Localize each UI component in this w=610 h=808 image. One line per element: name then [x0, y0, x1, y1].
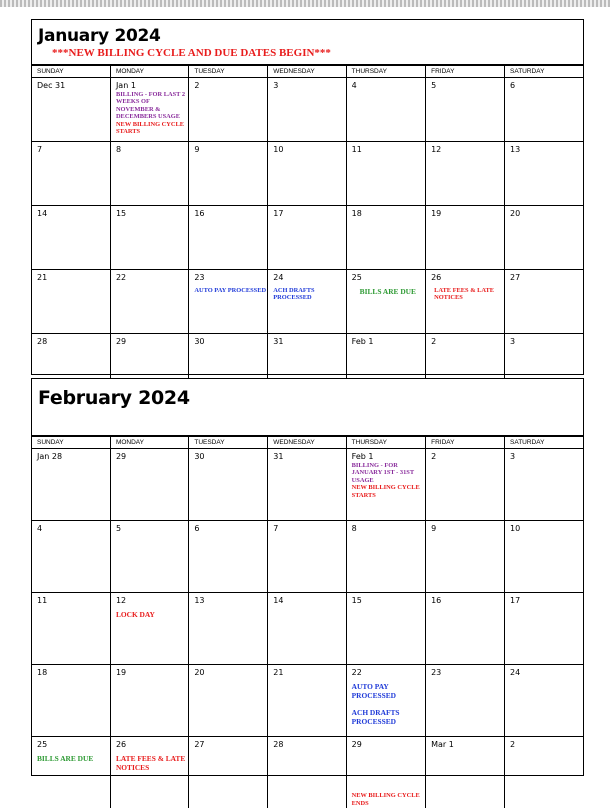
day-number: 30: [194, 337, 267, 347]
day-cell[interactable]: [189, 449, 268, 521]
day-cell[interactable]: [110, 521, 188, 593]
calendar-body: [32, 78, 583, 398]
day-cell[interactable]: [110, 206, 188, 270]
day-number: 3: [510, 337, 583, 347]
day-cell[interactable]: [505, 270, 584, 334]
day-cell[interactable]: [505, 206, 584, 270]
event-label: BILLING - FOR LAST 2 WEEKS OF NOVEMBER & DECEMBERS USAGE: [116, 91, 188, 121]
day-number: 25: [37, 740, 110, 750]
day-cell[interactable]: [32, 665, 110, 737]
day-number: Dec 31: [37, 81, 110, 91]
day-number: 21: [273, 668, 345, 678]
day-number: Mar 1: [431, 740, 504, 750]
day-number: 30: [194, 452, 267, 462]
day-number: 11: [352, 145, 425, 155]
day-cell[interactable]: [268, 521, 346, 593]
day-cell[interactable]: [346, 449, 425, 521]
calendar-title: January 2024: [38, 26, 161, 46]
day-number: 19: [431, 209, 504, 219]
day-number: 16: [431, 596, 504, 606]
day-number: 2: [431, 452, 504, 462]
day-number: 5: [431, 81, 504, 91]
weekday-monday: MONDAY: [110, 66, 188, 78]
day-cell[interactable]: [110, 78, 188, 142]
day-number: 19: [116, 668, 188, 678]
day-number: Jan 28: [37, 452, 110, 462]
day-number: Feb 1: [352, 337, 425, 347]
day-number: 24: [510, 668, 583, 678]
day-cell[interactable]: [426, 449, 505, 521]
week-row: [32, 78, 583, 142]
event-label: BILLING - FOR JANUARY 1ST - 31ST USAGE: [352, 462, 425, 484]
event-label: AUTO PAY PROCESSED: [352, 682, 425, 700]
calendar-february: [31, 378, 584, 776]
day-number: 9: [194, 145, 267, 155]
day-cell[interactable]: [426, 142, 505, 206]
day-number: 15: [116, 209, 188, 219]
day-cell[interactable]: [346, 737, 425, 808]
week-row: [32, 270, 583, 334]
day-cell[interactable]: [426, 521, 505, 593]
day-cell[interactable]: [505, 78, 584, 142]
day-cell[interactable]: [346, 665, 425, 737]
weekday-thursday: THURSDAY: [346, 66, 425, 78]
day-cell[interactable]: [505, 665, 584, 737]
day-cell[interactable]: [110, 665, 188, 737]
weekday-header-row: [32, 66, 583, 78]
day-cell[interactable]: [110, 449, 188, 521]
event-label: NEW BILLING CYCLE STARTS: [352, 484, 425, 499]
day-number: 14: [37, 209, 110, 219]
day-cell[interactable]: [426, 593, 505, 665]
weekday-friday: FRIDAY: [426, 66, 505, 78]
day-number: 6: [194, 524, 267, 534]
day-cell[interactable]: [189, 270, 268, 334]
weekday-thursday: THURSDAY: [346, 437, 425, 449]
day-number: 31: [273, 452, 345, 462]
week-row: [32, 142, 583, 206]
day-number: 29: [116, 452, 188, 462]
day-number: 15: [352, 596, 425, 606]
day-number: 20: [194, 668, 267, 678]
day-number: 8: [116, 145, 188, 155]
day-number: 22: [116, 273, 188, 283]
week-row: [32, 521, 583, 593]
day-number: 24: [273, 273, 345, 283]
day-cell[interactable]: [505, 142, 584, 206]
day-cell[interactable]: [346, 521, 425, 593]
day-cell[interactable]: [32, 142, 110, 206]
event-label: AUTO PAY PROCESSED: [194, 287, 267, 294]
weekday-header-row: [32, 437, 583, 449]
day-cell[interactable]: [268, 78, 346, 142]
day-number: 28: [37, 337, 110, 347]
day-cell[interactable]: [32, 270, 110, 334]
day-cell[interactable]: [268, 737, 346, 808]
day-number: 26: [431, 273, 504, 283]
page-top-border: [0, 0, 610, 7]
event-label: BILLS ARE DUE: [37, 754, 110, 763]
day-cell[interactable]: [189, 142, 268, 206]
event-label: NEW BILLING CYCLE ENDS: [352, 792, 423, 807]
day-number: 14: [273, 596, 345, 606]
weekday-monday: MONDAY: [110, 437, 188, 449]
week-row: [32, 737, 583, 808]
week-row: [32, 449, 583, 521]
day-cell[interactable]: [346, 206, 425, 270]
day-cell[interactable]: [268, 449, 346, 521]
weekday-sunday: SUNDAY: [32, 66, 110, 78]
weekday-friday: FRIDAY: [426, 437, 505, 449]
day-cell[interactable]: [110, 270, 188, 334]
day-cell[interactable]: [189, 206, 268, 270]
day-number: 20: [510, 209, 583, 219]
day-number: 17: [273, 209, 345, 219]
day-number: 13: [510, 145, 583, 155]
event-label: ACH DRAFTS PROCESSED: [273, 287, 345, 302]
day-number: 5: [116, 524, 188, 534]
day-cell[interactable]: [505, 449, 584, 521]
day-number: 22: [352, 668, 425, 678]
day-number: 10: [273, 145, 345, 155]
day-cell[interactable]: [426, 270, 505, 334]
day-number: 3: [273, 81, 345, 91]
day-number: 4: [37, 524, 110, 534]
day-cell[interactable]: [32, 206, 110, 270]
weekday-sunday: SUNDAY: [32, 437, 110, 449]
day-number: 2: [194, 81, 267, 91]
calendar-header: [32, 20, 583, 66]
day-cell[interactable]: [189, 521, 268, 593]
day-cell[interactable]: [110, 737, 188, 808]
day-cell[interactable]: [346, 270, 425, 334]
day-number: 9: [431, 524, 504, 534]
event-label: LATE FEES & LATE NOTICES: [116, 754, 188, 772]
day-number: Feb 1: [352, 452, 425, 462]
weekday-saturday: SATURDAY: [505, 437, 584, 449]
event-label: ACH DRAFTS PROCESSED: [352, 708, 425, 726]
day-cell[interactable]: [426, 665, 505, 737]
weekday-tuesday: TUESDAY: [189, 66, 268, 78]
week-row: [32, 206, 583, 270]
day-number: 21: [37, 273, 110, 283]
day-number: 3: [510, 452, 583, 462]
day-cell[interactable]: [189, 78, 268, 142]
day-cell[interactable]: [505, 737, 584, 808]
event-label: LOCK DAY: [116, 610, 188, 619]
day-cell[interactable]: [189, 593, 268, 665]
day-cell[interactable]: [189, 737, 268, 808]
day-number: 2: [510, 740, 583, 750]
weekday-wednesday: WEDNESDAY: [268, 437, 346, 449]
day-cell[interactable]: [110, 142, 188, 206]
day-cell[interactable]: [32, 737, 110, 808]
calendar-body: [32, 449, 583, 808]
day-number: 12: [431, 145, 504, 155]
day-cell[interactable]: [268, 270, 346, 334]
calendar-january: [31, 19, 584, 375]
day-number: 7: [273, 524, 345, 534]
day-number: 17: [510, 596, 583, 606]
weekday-saturday: SATURDAY: [505, 66, 584, 78]
day-cell[interactable]: [32, 449, 110, 521]
day-number: 7: [37, 145, 110, 155]
calendar-grid: [32, 437, 583, 808]
day-cell[interactable]: [346, 78, 425, 142]
day-number: 25: [352, 273, 425, 283]
day-number: 31: [273, 337, 345, 347]
day-number: 28: [273, 740, 345, 750]
day-number: 2: [431, 337, 504, 347]
day-number: 23: [194, 273, 267, 283]
day-cell[interactable]: [32, 521, 110, 593]
day-number: 10: [510, 524, 583, 534]
day-cell[interactable]: [426, 78, 505, 142]
day-number: 4: [352, 81, 425, 91]
day-number: 6: [510, 81, 583, 91]
day-number: Jan 1: [116, 81, 188, 91]
calendar-header: [32, 379, 583, 437]
calendar-subtitle: ***NEW BILLING CYCLE AND DUE DATES BEGIN***: [52, 47, 331, 59]
day-cell[interactable]: [346, 142, 425, 206]
day-number: 23: [431, 668, 504, 678]
day-cell[interactable]: [268, 206, 346, 270]
day-number: 26: [116, 740, 188, 750]
day-cell[interactable]: [110, 593, 188, 665]
day-number: 16: [194, 209, 267, 219]
weekday-wednesday: WEDNESDAY: [268, 66, 346, 78]
day-number: 11: [37, 596, 110, 606]
day-number: 8: [352, 524, 425, 534]
day-cell[interactable]: [32, 593, 110, 665]
day-cell[interactable]: [268, 142, 346, 206]
event-label: BILLS ARE DUE: [352, 287, 425, 296]
day-cell[interactable]: [426, 206, 505, 270]
event-label: NEW BILLING CYCLE STARTS: [116, 121, 188, 136]
day-cell[interactable]: [505, 521, 584, 593]
week-row: [32, 665, 583, 737]
day-cell[interactable]: [189, 665, 268, 737]
day-number: 18: [37, 668, 110, 678]
calendar-title: February 2024: [38, 387, 190, 409]
event-label: LATE FEES & LATE NOTICES: [431, 287, 504, 302]
day-cell[interactable]: [32, 78, 110, 142]
day-cell[interactable]: [426, 737, 505, 808]
day-cell[interactable]: [346, 593, 425, 665]
day-cell[interactable]: [268, 665, 346, 737]
day-number: 29: [116, 337, 188, 347]
day-cell[interactable]: [505, 593, 584, 665]
day-number: 18: [352, 209, 425, 219]
day-number: 13: [194, 596, 267, 606]
day-cell[interactable]: [268, 593, 346, 665]
calendar-grid: [32, 66, 583, 397]
day-number: 29: [352, 740, 425, 750]
week-row: [32, 593, 583, 665]
day-number: 27: [510, 273, 583, 283]
day-number: 27: [194, 740, 267, 750]
weekday-tuesday: TUESDAY: [189, 437, 268, 449]
day-number: 12: [116, 596, 188, 606]
